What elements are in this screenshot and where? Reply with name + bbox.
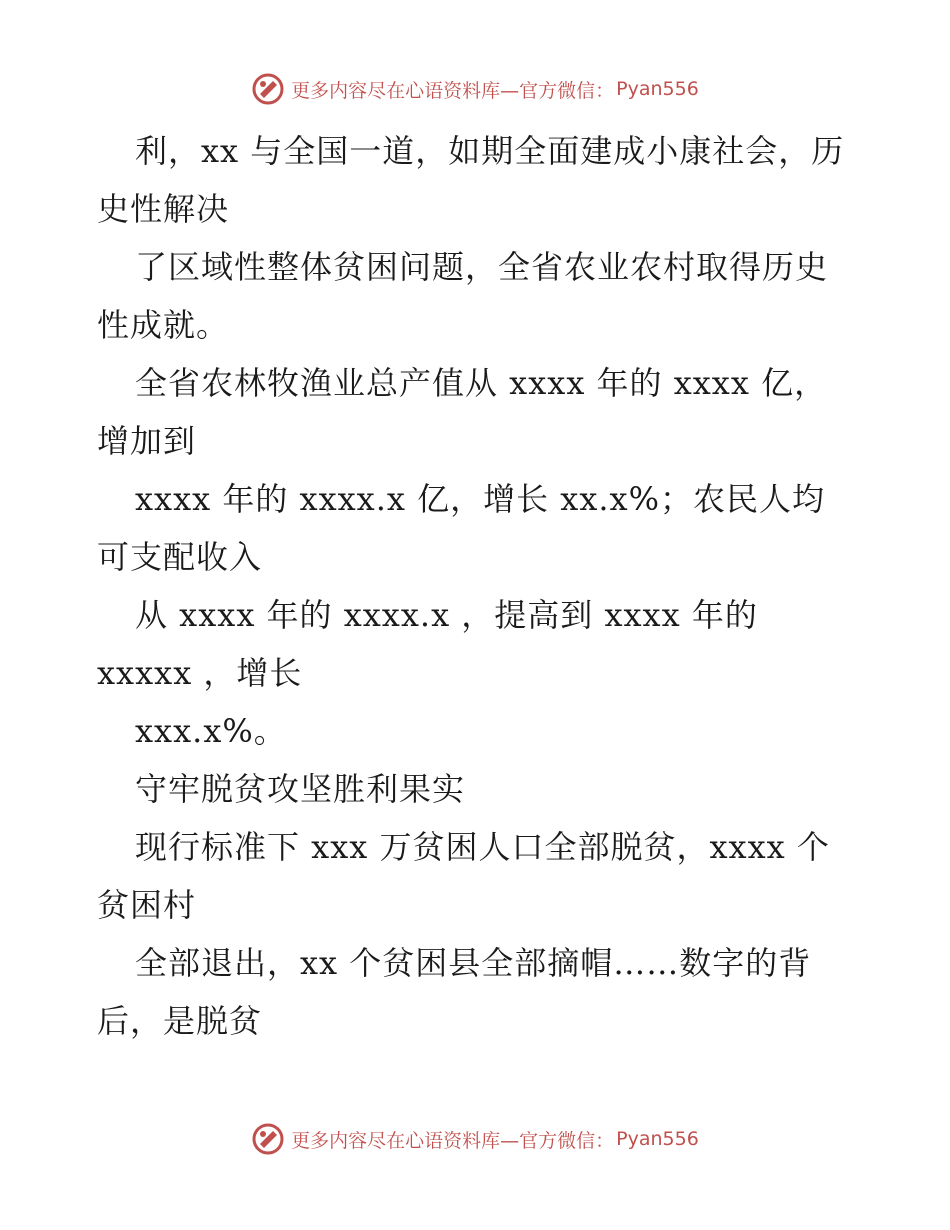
document-body	[97, 122, 857, 1050]
paragraph: xxx.x%。	[135, 712, 287, 750]
brand-logo-icon	[251, 1122, 285, 1156]
header-banner-account: Pyan556	[616, 78, 699, 100]
paragraph: 现行标准下 xxx 万贫困人口全部脱贫，xxxx 个贫困村	[97, 828, 830, 924]
header-banner	[0, 72, 950, 106]
footer-banner-account: Pyan556	[616, 1128, 699, 1150]
paragraph: 从 xxxx 年的 xxxx.x ，提高到 xxxx 年的 xxxxx ，增长	[97, 596, 758, 692]
paragraph: xxxx 年的 xxxx.x 亿，增长 xx.x%；农民人均可支配收入	[97, 480, 826, 576]
header-banner-text: 更多内容尽在心语资料库—官方微信：	[291, 79, 615, 102]
section-heading: 守牢脱贫攻坚胜利果实	[135, 770, 466, 808]
paragraph: 全省农林牧渔业总产值从 xxxx 年的 xxxx 亿，增加到	[97, 364, 828, 460]
paragraph: 了区域性整体贫困问题，全省农业农村取得历史性成就。	[97, 248, 829, 344]
footer-banner	[0, 1122, 950, 1156]
paragraph: 全部退出，xx 个贫困县全部摘帽……数字的背后，是脱贫	[97, 944, 812, 1040]
paragraph: 利，xx 与全国一道，如期全面建成小康社会，历史性解决	[97, 132, 845, 228]
footer-banner-text: 更多内容尽在心语资料库—官方微信：	[291, 1129, 615, 1152]
brand-logo-icon	[251, 72, 285, 106]
